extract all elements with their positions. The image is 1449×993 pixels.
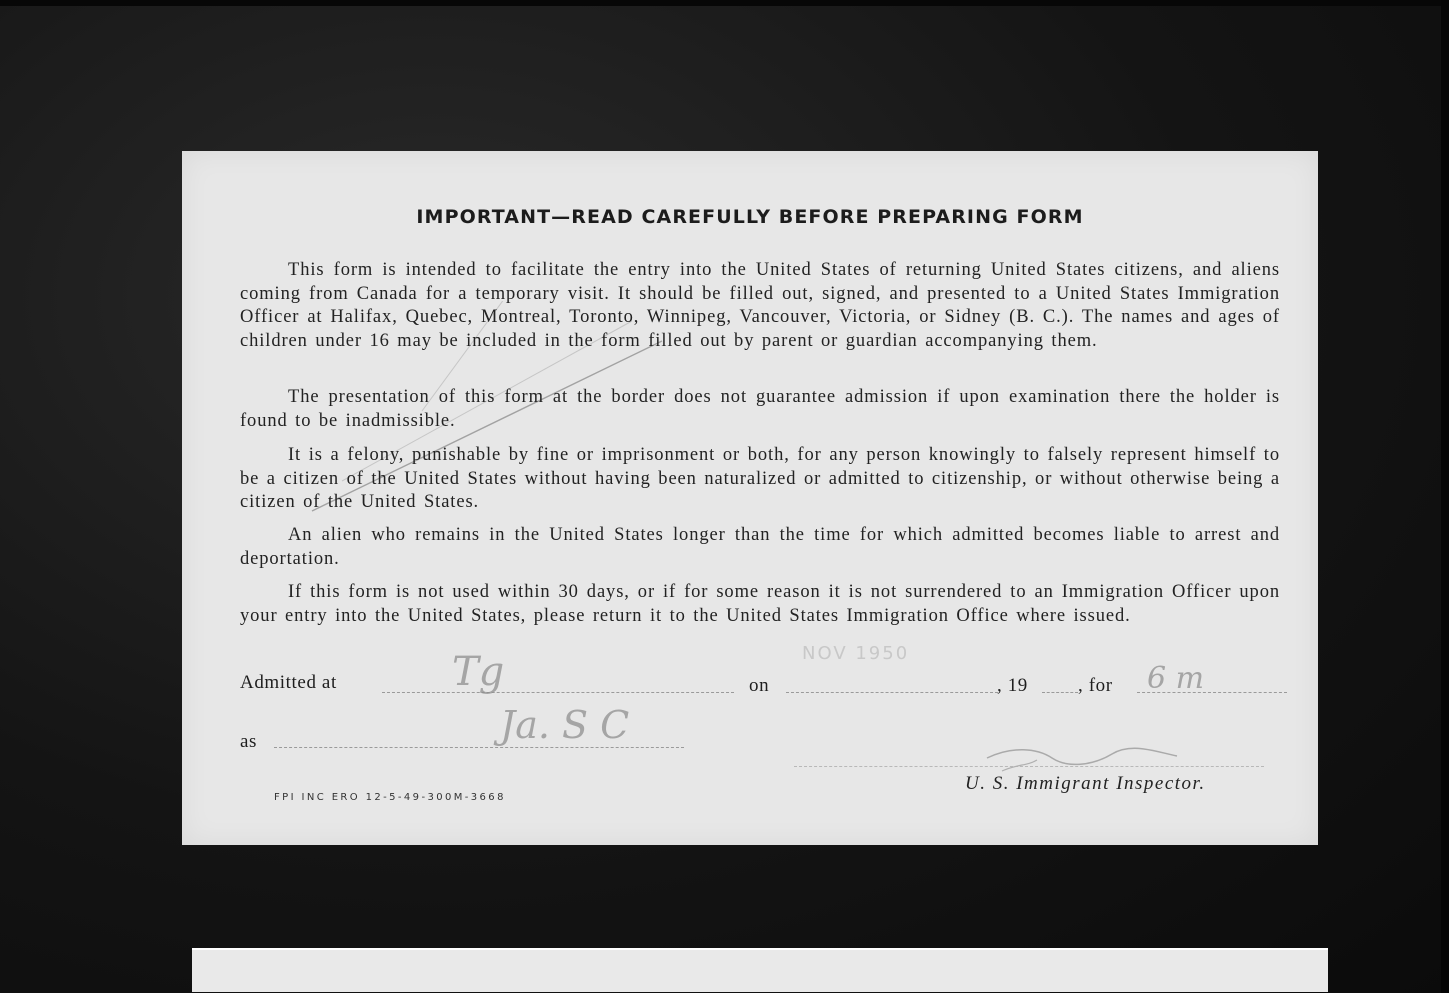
- year-line: [1042, 692, 1078, 693]
- paragraph-deportation: An alien who remains in the United States longer than the time for which admitted becomes liable to arrest and deportation.: [240, 525, 1280, 569]
- as-handwriting: Ja. S C: [500, 703, 630, 747]
- film-edge-top: [0, 0, 1449, 6]
- paragraph-felony: It is a felony, punishable by fine or imprisonment or both, for any person knowingly to falsely represent himself to be a citizen of the United States without having been naturalized or admitted to citizenship, or without otherwise being a citizen of the United States.: [240, 445, 1280, 512]
- immigration-form-card: [182, 151, 1318, 845]
- next-frame-card-edge: [192, 948, 1328, 992]
- duration-handwriting: 6 m: [1147, 661, 1205, 696]
- print-code: FPI INC ERO 12-5-49-300M-3668: [274, 792, 506, 803]
- admitted-at-line: [382, 692, 734, 693]
- paragraph-purpose: This form is intended to facilitate the entry into the United States of returning United States citizens, and aliens coming from Canada for a temporary visit. It should be filled out, signed, and presented to a United States Immigration Officer at Halifax, Quebec, Montreal, Toronto, Winnipeg, Vancouver, Victoria, or Sidney (B. C.). The names and ages of children under 16 may be included in the form filled out by parent or guardian accompanying them.: [240, 260, 1280, 351]
- on-label: on: [749, 675, 770, 696]
- for-label: , for: [1078, 675, 1113, 696]
- paragraph-admission: The presentation of this form at the border does not guarantee admission if upon examination there the holder is found to be inadmissible.: [240, 387, 1280, 431]
- admitted-at-label: Admitted at: [240, 672, 337, 693]
- faint-date-stamp: NOV 1950: [802, 643, 910, 664]
- paragraph-return: If this form is not used within 30 days, or if for some reason it is not surrendered to an Immigration Officer upon your entry into the United States, please return it to the United States Immigration Office where issued.: [240, 582, 1280, 626]
- date-line: [786, 692, 998, 693]
- film-edge-right: [1441, 0, 1449, 993]
- form-title: IMPORTANT—READ CAREFULLY BEFORE PREPARING FORM: [416, 206, 1084, 228]
- as-line: [274, 747, 684, 748]
- admitted-at-handwriting: Tg: [452, 649, 505, 695]
- inspector-signature: [982, 736, 1182, 776]
- as-label: as: [240, 731, 258, 752]
- year-label: , 19: [997, 675, 1028, 696]
- signature-title: U. S. Immigrant Inspector.: [965, 773, 1206, 794]
